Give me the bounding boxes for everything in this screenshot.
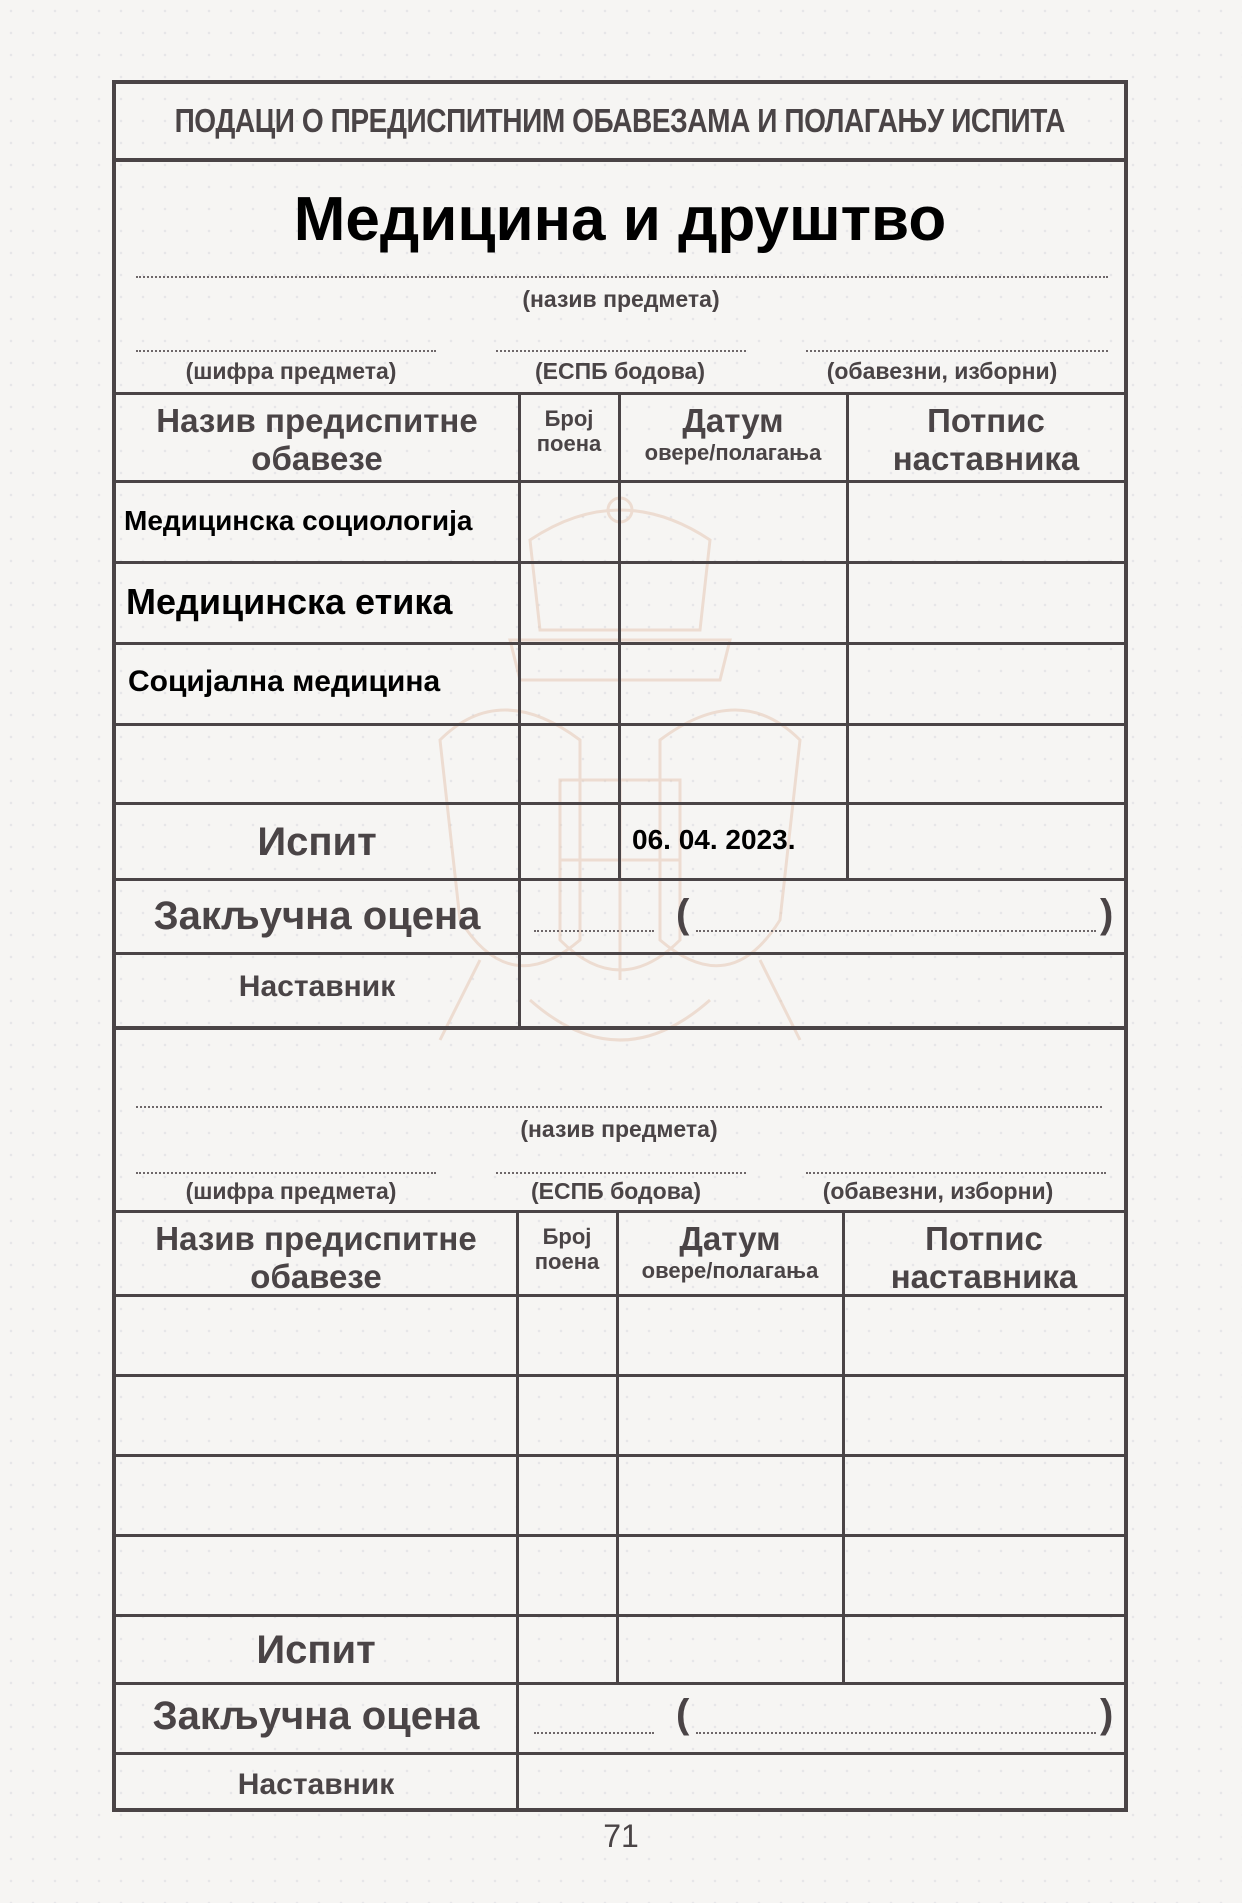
subject-name-caption-2: (назив предмета)	[520, 1116, 718, 1142]
obligation-row-2[interactable]: Медицинска етика	[126, 581, 453, 622]
col-date-2: Датум овере/полагања	[641, 1220, 819, 1283]
exam-label-2: Испит	[256, 1628, 376, 1672]
col-signature: Потпис наставника	[892, 402, 1080, 477]
col-obligation: Назив предиспитне обавезе	[156, 402, 478, 477]
grade-words-line[interactable]	[696, 930, 1096, 932]
final-grade-label: Закључна оцена	[153, 894, 481, 938]
type-caption: (обавезни, изборни)	[826, 358, 1058, 384]
teacher-label: Наставник	[238, 970, 396, 1003]
type-line	[806, 350, 1108, 352]
ects-line	[496, 350, 746, 352]
grade-number-line[interactable]	[534, 930, 654, 932]
obligation-row-3[interactable]: Социјална медицина	[128, 665, 441, 698]
form-title: ПОДАЦИ О ПРЕДИСПИТНИМ ОБАВЕЗАМА И ПОЛАГАЊУ ИСПИТА	[174, 102, 1066, 139]
col-obligation-2: Назив предиспитне обавезе	[155, 1220, 477, 1295]
teacher-label-2: Наставник	[237, 1768, 395, 1801]
subject-code-caption: (шифра предмета)	[185, 358, 397, 384]
subject-block-1	[116, 162, 1124, 1068]
col-signature-2: Потпис наставника	[890, 1220, 1078, 1295]
col-points: Број поена	[536, 406, 602, 457]
ects-caption: (ЕСПБ бодова)	[535, 358, 705, 384]
form-frame	[112, 80, 1128, 1812]
page-number: 71	[603, 1818, 639, 1854]
subject-name-line	[136, 276, 1108, 278]
grade-words-line-2[interactable]	[696, 1732, 1096, 1734]
ects-line-2	[496, 1172, 746, 1174]
grade-number-line-2[interactable]	[534, 1732, 654, 1734]
subject-name-line-2	[136, 1106, 1102, 1108]
type-line-2	[806, 1172, 1106, 1174]
subject-code-line	[136, 350, 436, 352]
col-points-2: Број поена	[534, 1224, 600, 1275]
subject-block-2	[116, 1030, 1124, 1812]
exam-date-value[interactable]: 06. 04. 2023.	[632, 824, 796, 855]
exam-label: Испит	[257, 820, 377, 864]
subject-code-line-2	[136, 1172, 436, 1174]
type-caption-2: (обавезни, изборни)	[822, 1178, 1054, 1204]
grade-paren-close: )	[1100, 892, 1114, 936]
col-date: Датум овере/полагања	[644, 402, 822, 465]
subject-code-caption-2: (шифра предмета)	[185, 1178, 397, 1204]
final-grade-label-2: Закључна оцена	[152, 1694, 480, 1738]
subject-name-value[interactable]: Медицина и друштво	[293, 185, 947, 254]
grade-paren-close-2: )	[1100, 1692, 1114, 1736]
grade-paren-open-2: (	[676, 1692, 690, 1736]
obligation-row-1[interactable]: Медицинска социологија	[124, 505, 473, 536]
subject-name-caption: (назив предмета)	[522, 286, 720, 312]
grade-paren-open: (	[676, 892, 690, 936]
form-header	[116, 84, 1124, 162]
ects-caption-2: (ЕСПБ бодова)	[531, 1178, 701, 1204]
